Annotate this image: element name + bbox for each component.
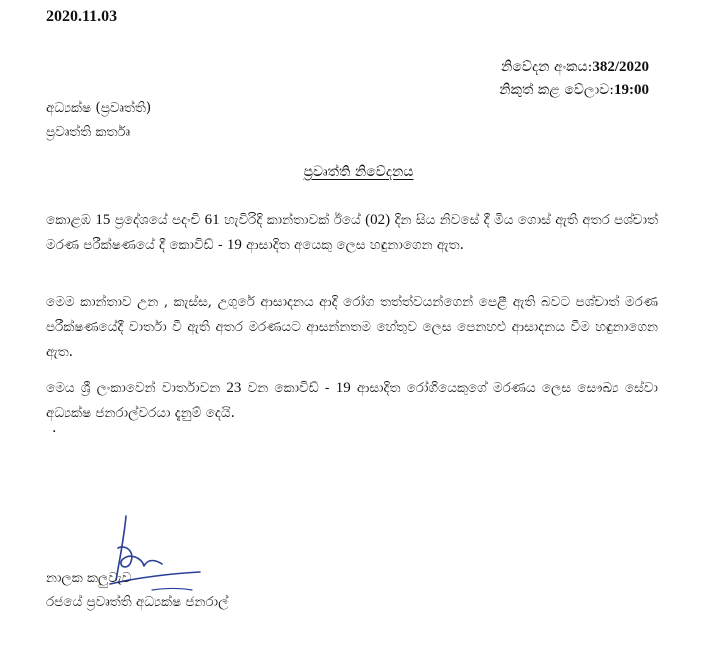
p1-number-1: 15: [95, 212, 111, 228]
p3-text-c: ආසාදිත රෝගියෙකුගේ මරණය ලෙස සෞඛ්‍ය සේවා අධ්‍යක්ෂ ජනරාල්වරයා දැනුම් දෙයි.: [46, 380, 658, 421]
paragraph-3: [46, 376, 658, 426]
addressee-block: [46, 96, 151, 144]
p3-number-1: 23: [226, 380, 242, 396]
heading-text: ප්‍රවෘත්ති නිවේදනය: [303, 164, 414, 180]
p3-text-a: මෙය ශ්‍රී ලංකාවෙන් වාර්තාවන: [46, 380, 221, 396]
p1-number-4: 19: [226, 237, 242, 253]
reference-block: [499, 56, 649, 102]
release-number-label: නිවේදන අංකය:: [500, 59, 593, 75]
p3-number-2: 19: [335, 380, 351, 396]
p1-text-e: ආසාදිත අයෙකු ලෙස හඳුනාගෙන ඇත.: [246, 237, 464, 253]
signatory-block: [46, 566, 228, 614]
release-time: [499, 79, 649, 102]
release-number-value: 382/2020: [592, 59, 649, 75]
addressee-line-1: අධ්‍යක්ෂ (ප්‍රවෘත්ති): [46, 100, 152, 116]
release-time-value: 19:00: [614, 82, 649, 98]
p1-text-c: හැවිරිදි කාන්තාවක් ඊයේ: [224, 212, 361, 228]
release-number: [499, 56, 649, 79]
paragraph-1: [46, 208, 658, 258]
addressee-line-2: ප්‍රවෘත්ති කර්තෘ: [46, 124, 131, 140]
signatory-name: නාලක කලුවැව: [46, 570, 132, 586]
release-time-label: නිකුත් කළ වේලාව:: [499, 82, 614, 98]
stray-mark: .: [52, 420, 57, 436]
document-date: 2020.11.03: [46, 8, 118, 25]
p1-text-a: කොළඹ: [46, 212, 91, 228]
signatory-title: රජයේ ප්‍රවෘත්ති අධ්‍යක්ෂ ජනරාල්: [46, 594, 229, 610]
p1-text-b: ප්‍රදේශයේ පදංචි: [114, 212, 201, 228]
document-heading: [0, 164, 717, 180]
p3-text-b: වන කොවිඩ් -: [247, 380, 330, 396]
p1-number-3: (02): [365, 212, 391, 228]
paragraph-2: මෙම කාන්තාව උන , කැස්ස, උගුරේ ආසාදනය ආදි රෝග තත්ත්වයන්ගෙන් පෙළී ඇති බවට පශ්චාත් මරණ පරීක්ෂණයේදී වාර්තා වී ඇති අතර මරණයට ආසන්නතම හේතුව ලෙස පෙනහළු ආසාදනය වීම හඳුනාගෙන ඇත.: [46, 294, 658, 360]
p1-text-d: දින සිය නිවසේ දී මිය ගොස් ඇති අතර පශ්චාත් මරණ පරීක්ෂණයේ දී කොවිඩ් -: [46, 212, 659, 253]
p1-number-2: 61: [204, 212, 220, 228]
